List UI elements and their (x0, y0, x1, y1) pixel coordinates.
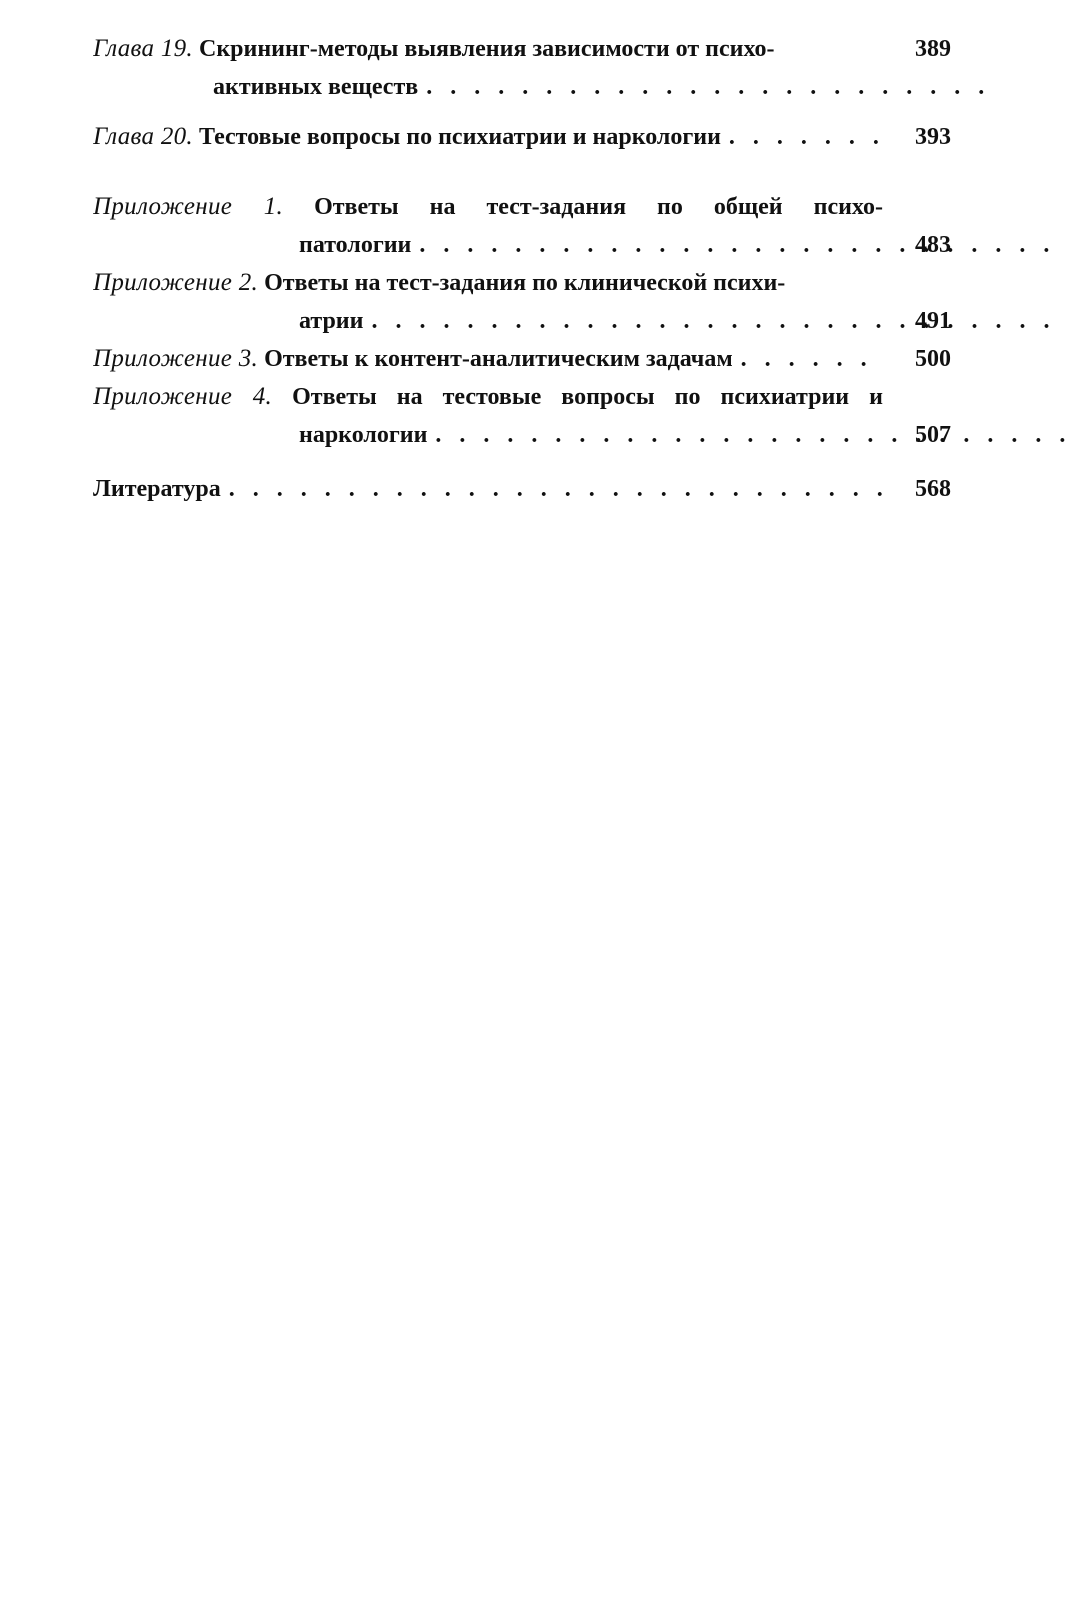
dot-leader (418, 68, 1003, 106)
toc-entry-first-line (93, 118, 883, 156)
toc-entry-title: Ответы на тест-задания по общей психо- (314, 194, 883, 220)
toc-entry-label: Глава 19. (93, 35, 193, 62)
dot-leader (721, 118, 883, 156)
toc-entry-title: Ответы к контент-аналитическим задачам (264, 346, 733, 372)
toc-entry-chapter-19[interactable] (93, 30, 955, 106)
toc-entry-label: Приложение 2. (93, 269, 259, 296)
toc-entry-title-continued: патологии (299, 232, 412, 258)
dot-leader (411, 226, 1067, 264)
toc-entry-page-number: 500 (915, 346, 951, 372)
toc-entry-page-number: 507 (915, 422, 951, 448)
toc-entry-title: Ответы на тест-задания по клинической психи- (264, 270, 786, 296)
toc-entry-appendix-3[interactable] (93, 340, 955, 378)
toc-entry-title: Литература (93, 476, 221, 502)
toc-entry-appendix-4[interactable] (93, 378, 955, 454)
toc-entry-page-number: 568 (915, 476, 951, 502)
toc-entry-first-line (93, 264, 883, 302)
dot-leader (363, 302, 1067, 340)
toc-entry-title: Скрининг-методы выявления зависимости от психо- (198, 36, 775, 62)
toc-entry-first-line (93, 378, 883, 416)
toc-entry-first-line (93, 188, 883, 226)
dot-leader (427, 416, 1067, 454)
toc-entry-first-line (93, 30, 883, 68)
dot-leader (733, 340, 883, 378)
toc-entry-page-number: 491 (915, 308, 951, 334)
toc-entry-label: Глава 20. (93, 123, 193, 150)
toc-entry-label: Приложение 1. (93, 193, 284, 220)
toc-entry-literature[interactable] (93, 470, 955, 508)
toc-entry-appendix-2[interactable] (93, 264, 955, 340)
toc-entry-appendix-1[interactable] (93, 188, 955, 264)
toc-entry-chapter-20[interactable] (93, 118, 955, 156)
toc-entry-title: Ответы на тестовые вопросы по психиатрии и (292, 384, 883, 410)
table-of-contents (93, 30, 955, 508)
toc-entry-continuation (93, 68, 1003, 106)
toc-entry-title-continued: активных веществ (213, 74, 419, 100)
toc-entry-label: Приложение 4. (93, 383, 273, 410)
toc-entry-page-number: 393 (915, 124, 951, 150)
toc-entry-page-number: 389 (915, 36, 951, 62)
toc-entry-title: Тестовые вопросы по психиатрии и наркологии (198, 124, 721, 150)
toc-entry-first-line (93, 470, 883, 508)
dot-leader (221, 470, 883, 508)
toc-entry-title-continued: атрии (299, 308, 364, 334)
toc-entry-label: Приложение 3. (93, 345, 259, 372)
toc-entry-page-number: 483 (915, 232, 951, 258)
toc-entry-first-line (93, 340, 883, 378)
toc-entry-title-continued: наркологии (299, 422, 428, 448)
